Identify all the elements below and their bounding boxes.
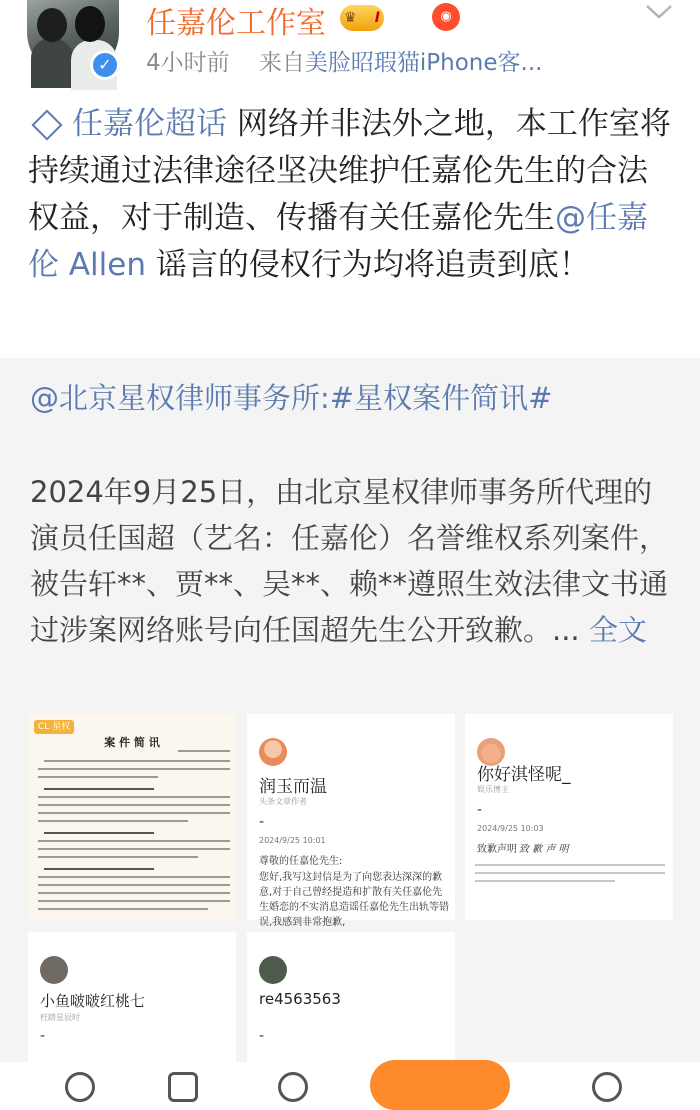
post-source[interactable]: 美脸昭瑕猫iPhone客...: [304, 50, 543, 76]
image-thumbnail-3[interactable]: [465, 714, 673, 920]
comment-icon[interactable]: [168, 1072, 198, 1102]
card-user-sub: 枉踏星辰时: [40, 1013, 80, 1022]
bottom-action-bar: [0, 1062, 700, 1085]
doc-title: 案 件 简 讯: [104, 736, 160, 749]
vip-level: I: [374, 10, 380, 26]
card-sign: 致 歉 声 明: [519, 844, 569, 855]
card-dash: -: [259, 1028, 265, 1044]
card-date: 2024/9/25 10:01: [259, 836, 326, 845]
crown-icon: ♛: [344, 10, 357, 26]
post-meta: [146, 44, 542, 77]
post-text: [28, 101, 676, 289]
topic-link[interactable]: 任嘉伦超话: [72, 106, 227, 142]
repost-body: 2024年9月25日，由北京星权律师事务所代理的演员任国超（艺名：任嘉伦）名誉维权系列案件，被告轩**、贾**、吴**、赖**遵照生效法律文书通过涉案网络账号向任国超先生公开致歉。... 全文: [30, 475, 669, 647]
card-username: 润玉而温: [259, 777, 327, 797]
vip-badge[interactable]: [340, 5, 384, 31]
like-icon[interactable]: [278, 1072, 308, 1102]
card-greeting: 尊敬的任嘉伦先生:: [259, 856, 343, 867]
avatar: [40, 956, 68, 984]
post-text-part-2: 谣言的侵权行为均将追责到底！: [146, 247, 590, 283]
card-title: 致歉声明: [477, 844, 517, 855]
post-time: 4小时前: [146, 50, 230, 76]
mention-link[interactable]: @任嘉伦 Allen: [28, 200, 648, 283]
image-thumbnail-1[interactable]: [28, 714, 236, 920]
verified-icon: ✓: [90, 50, 120, 80]
card-username: 你好淇怪呢_: [477, 765, 571, 785]
card-date: 2024/9/25 10:03: [477, 824, 544, 833]
chevron-down-icon[interactable]: [645, 0, 673, 22]
card-user-sub: 娱乐博主: [477, 785, 509, 794]
follow-button[interactable]: [370, 1060, 510, 1110]
post-header: [0, 0, 700, 95]
post-text-part-1: 网络并非法外之地，本工作室将持续通过法律途径坚决维护任嘉伦先生的合法权益，对于制造、传播有关任嘉伦先生: [28, 106, 671, 236]
avatar: [259, 956, 287, 984]
card-username: re4563563: [259, 990, 341, 1008]
card-dash: -: [40, 1028, 46, 1044]
account-name[interactable]: 任嘉伦工作室: [146, 6, 326, 41]
diamond-topic-icon: [31, 109, 62, 140]
more-icon[interactable]: [592, 1072, 622, 1102]
card-username: 小鱼啵啵红桃七: [40, 992, 146, 1010]
repost-card[interactable]: [0, 358, 700, 1085]
source-prefix: 来自: [258, 50, 305, 76]
share-icon[interactable]: [65, 1072, 95, 1102]
card-user-sub: 头条文章作者: [259, 797, 307, 806]
card-dash: -: [259, 814, 265, 830]
doc-logo: CL 星权: [34, 720, 74, 734]
avatar: [259, 738, 287, 766]
card-text: 您好,我写这封信是为了向您表达深深的歉意,对于自己曾经提造和扩散有关任嘉伦先生婚恋的不实消息造谣任嘉伦先生出轨等错误,我感到非常抱歉,: [259, 872, 449, 928]
card-dash: -: [477, 802, 483, 818]
repost-header[interactable]: @北京星权律师事务所:#星权案件简讯#: [30, 381, 553, 415]
read-more-link[interactable]: 全文: [588, 613, 647, 647]
fan-badge-icon[interactable]: ◉: [432, 3, 460, 31]
image-thumbnail-2[interactable]: [247, 714, 455, 928]
